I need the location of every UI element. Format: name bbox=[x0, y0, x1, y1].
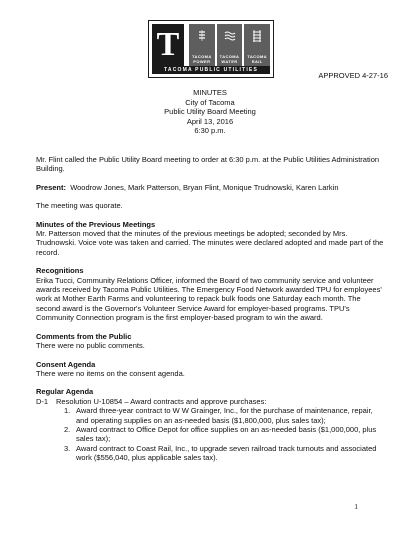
logo-bar-text: TACOMA PUBLIC UTILITIES bbox=[152, 66, 270, 74]
rail-track-icon bbox=[251, 29, 263, 43]
intro-paragraph: Mr. Flint called the Public Utility Board meeting to order at 6:30 p.m. at the Public Utilities Administration Building. bbox=[36, 155, 380, 174]
list-item-number: 1. bbox=[64, 406, 71, 416]
heading-minutes: MINUTES bbox=[193, 88, 227, 97]
agenda-item-d1 bbox=[36, 397, 386, 406]
regular-section-title: Regular Agenda bbox=[36, 387, 94, 397]
comments-section-text: There were no public comments. bbox=[36, 341, 145, 351]
approved-stamp: APPROVED 4-27-16 bbox=[318, 71, 388, 80]
list-item bbox=[64, 425, 386, 444]
list-item-text: Award three-year contract to W W Grainger, Inc., for the purchase of maintenance, repair, and operating supplies on an as-needed basis ($1,800,000, plus sales tax); bbox=[76, 406, 373, 425]
logo-division-cells bbox=[187, 24, 270, 66]
present-label: Present: bbox=[36, 182, 67, 192]
logo-cell-power-line2: POWER bbox=[193, 59, 211, 64]
agenda-subitems bbox=[64, 406, 386, 462]
recognitions-section-title: Recognitions bbox=[36, 266, 84, 276]
minutes-section-title: Minutes of the Previous Meetings bbox=[36, 219, 156, 229]
heading-time: 6:30 p.m. bbox=[194, 126, 226, 135]
logo-cell-water bbox=[217, 24, 243, 66]
lightning-icon bbox=[197, 29, 207, 43]
heading-date: April 13, 2016 bbox=[186, 116, 234, 126]
present-names: Woodrow Jones, Mark Patterson, Bryan Flint, Monique Trudnowski, Karen Larkin bbox=[70, 182, 339, 192]
logo-cell-rail-line2: RAIL bbox=[251, 59, 263, 64]
list-item-number: 3. bbox=[64, 443, 71, 453]
list-item bbox=[64, 444, 386, 463]
water-wave-icon bbox=[224, 29, 236, 43]
logo-cell-water-line2: WATER bbox=[221, 59, 238, 64]
tacoma-public-utilities-logo bbox=[148, 20, 274, 78]
logo-letter-t: T bbox=[152, 24, 184, 66]
list-item-number: 2. bbox=[64, 424, 71, 434]
logo-cell-rail bbox=[244, 24, 270, 66]
page-number: 1 bbox=[354, 502, 358, 511]
comments-section-title: Comments from the Public bbox=[36, 331, 132, 341]
agenda-item-code: D-1 bbox=[36, 396, 49, 406]
consent-section-text: There were no items on the consent agenda. bbox=[36, 368, 185, 378]
logo-cell-power bbox=[189, 24, 215, 66]
present-paragraph bbox=[36, 183, 386, 192]
recognitions-section-text: Erika Tucci, Community Relations Officer, informed the Board of two community service and volunteer awards received by Tacoma Public Utilities. The Emergency Food Network awarded TPU for employees' work at Mother Earth Farms and volunteering to repack bulk foods one Saturday each month. The second award is the Governor's Volunteer Service Award for employer-based programs. TPU's Community Connection program is the first employer-based program to win the award. bbox=[36, 275, 382, 323]
document-heading bbox=[0, 88, 420, 136]
heading-board-meeting: Public Utility Board Meeting bbox=[164, 107, 256, 116]
quorum-paragraph: The meeting was quorate. bbox=[36, 201, 123, 211]
list-item-text: Award contract to Coast Rail, Inc., to upgrade seven railroad track turnouts and associated work ($556,040, plus applicable sales tax). bbox=[76, 443, 377, 463]
minutes-section-text: Mr. Patterson moved that the minutes of the previous meetings be adopted; seconded by Mrs. Trudnowski. Voice vote was taken and carried. The minutes were declared adopted and made part of the record. bbox=[36, 229, 384, 257]
logo-cell-power-line1: TACOMA bbox=[192, 54, 212, 59]
list-item bbox=[64, 406, 386, 425]
list-item-text: Award contract to Office Depot for office supplies on an as-needed basis ($1,000,000, plus sales tax); bbox=[76, 424, 377, 444]
heading-city: City of Tacoma bbox=[185, 97, 235, 107]
document-body bbox=[36, 155, 386, 463]
logo-cell-water-line1: TACOMA bbox=[219, 54, 240, 59]
consent-section-title: Consent Agenda bbox=[36, 359, 96, 369]
logo-cell-rail-line1: TACOMA bbox=[247, 54, 267, 59]
agenda-item-text: Resolution U-10854 – Award contracts and approve purchases: bbox=[56, 396, 267, 406]
